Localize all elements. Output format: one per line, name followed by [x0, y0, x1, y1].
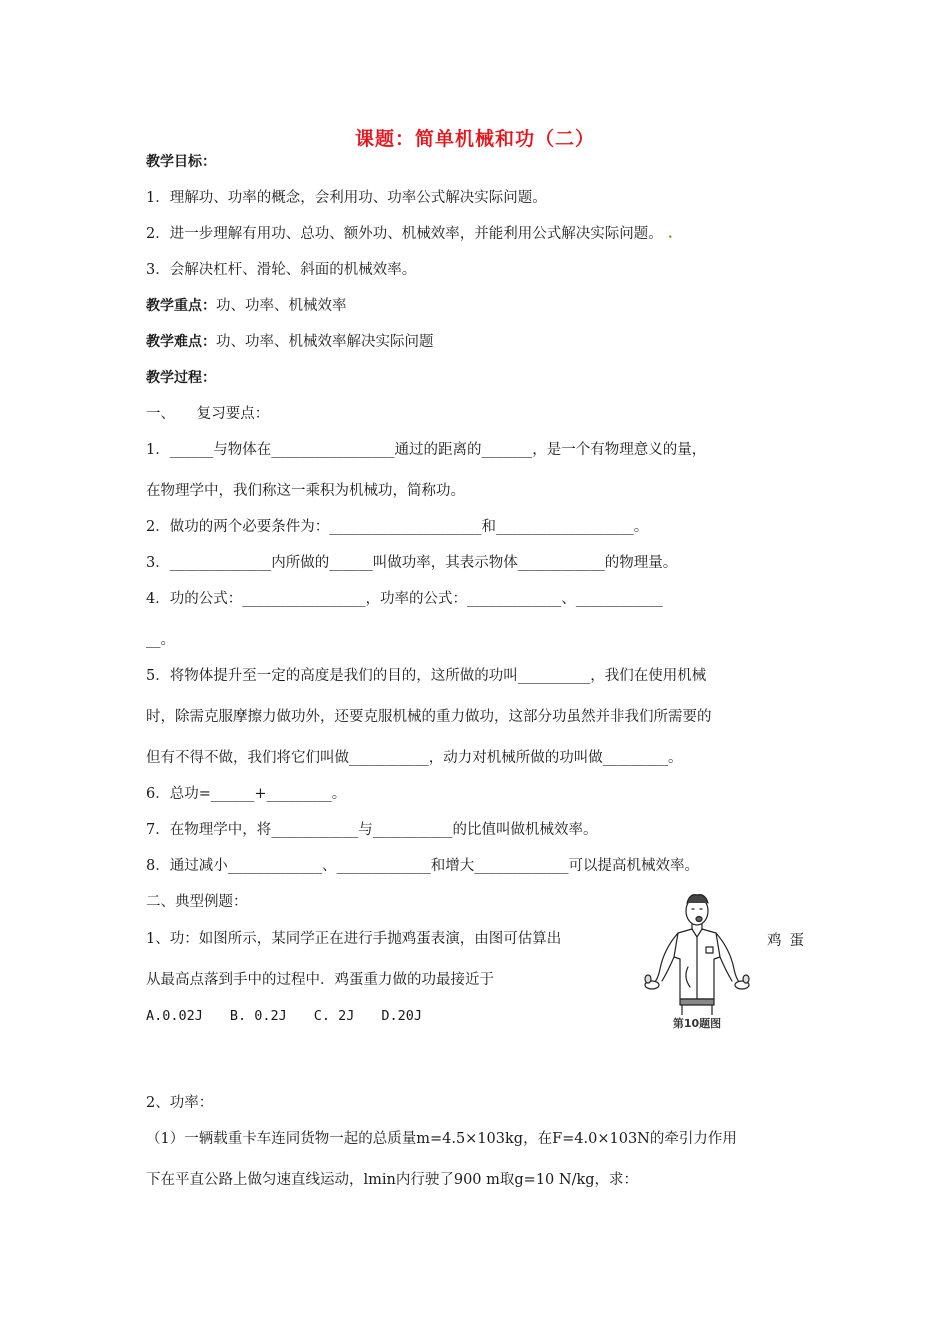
review-line: 在物理学中，我们称这一乘积为机械功，简称功。 — [146, 483, 465, 499]
juggling-figure — [638, 887, 756, 1035]
example-2-text: 下在平直公路上做匀速直线运动，lmin内行驶了900 m取g=10 N/kg，求： — [146, 1172, 639, 1188]
key-points: 教学重点：功、功率、机械效率 — [146, 298, 347, 314]
review-line: 但有不得不做，我们将它们叫做___________，动力对机械所做的功叫做_________。 — [146, 750, 683, 766]
review-line: 1．______与物体在_________________通过的距离的_______，是一个有物理意义的量， — [146, 442, 707, 458]
person-juggling-eggs-illustration — [638, 887, 756, 1015]
difficulties: 教学难点：功、功率、机械效率解决实际问题 — [146, 334, 434, 350]
review-line: 7．在物理学中，将____________与___________的比值叫做机械效率。 — [146, 822, 598, 838]
section-2-heading: 二、典型例题： — [146, 894, 248, 910]
review-line: __。 — [146, 632, 175, 648]
page-title: 课题：简单机械和功（二） — [354, 128, 595, 150]
review-line: 3．______________内所做的______叫做功率，其表示物体____________的物理量。 — [146, 555, 678, 571]
section-1-heading: 一、 复习要点： — [146, 406, 270, 422]
review-line: 8．通过减小_____________、_____________和增大_____________可以提高机械效率。 — [146, 858, 699, 874]
figure-caption: 第10题图 — [672, 1017, 722, 1030]
example-1-options: A.0.02J B. 0.2J C. 2J D.20J — [146, 1008, 423, 1024]
objective-3: 3．会解决杠杆、滑轮、斜面的机械效率。 — [146, 262, 417, 278]
objectives-heading: 教学目标： — [146, 154, 216, 170]
process-heading: 教学过程： — [146, 370, 216, 386]
example-1-text: 从最高点落到手中的过程中．鸡蛋重力做的功最接近于 — [146, 972, 494, 988]
review-line: 5．将物体提升至一定的高度是我们的目的，这所做的功叫__________，我们在使用机械 — [146, 668, 707, 684]
example-2-text: （1）一辆载重卡车连同货物一起的总质量m=4.5×103kg，在F=4.0×103N的牵引力作用 — [146, 1131, 737, 1147]
example-2-heading: 2、功率： — [146, 1095, 214, 1111]
review-line: 4．功的公式：_________________，功率的公式：_____________、____________ — [146, 591, 663, 607]
review-line: 6．总功=______+_________。 — [146, 786, 347, 802]
objective-2: 2．进一步理解有用功、总功、额外功、机械效率，并能利用公式解决实际问题。 . — [146, 225, 673, 242]
review-line: 2．做功的两个必要条件为：_____________________和___________________。 — [146, 519, 649, 535]
example-1-text-end: 鸡蛋 — [767, 933, 812, 949]
review-line: 时，除需克服摩擦力做功外，还要克服机械的重力做功，这部分功虽然并非我们所需要的 — [146, 709, 712, 725]
stray-marks: . — [662, 225, 673, 242]
objective-1: 1．理解功、功率的概念，会利用功、功率公式解决实际问题。 — [146, 190, 547, 206]
example-1-text: 1、功：如图所示，某同学正在进行手抛鸡蛋表演，由图可估算出 — [146, 931, 562, 947]
